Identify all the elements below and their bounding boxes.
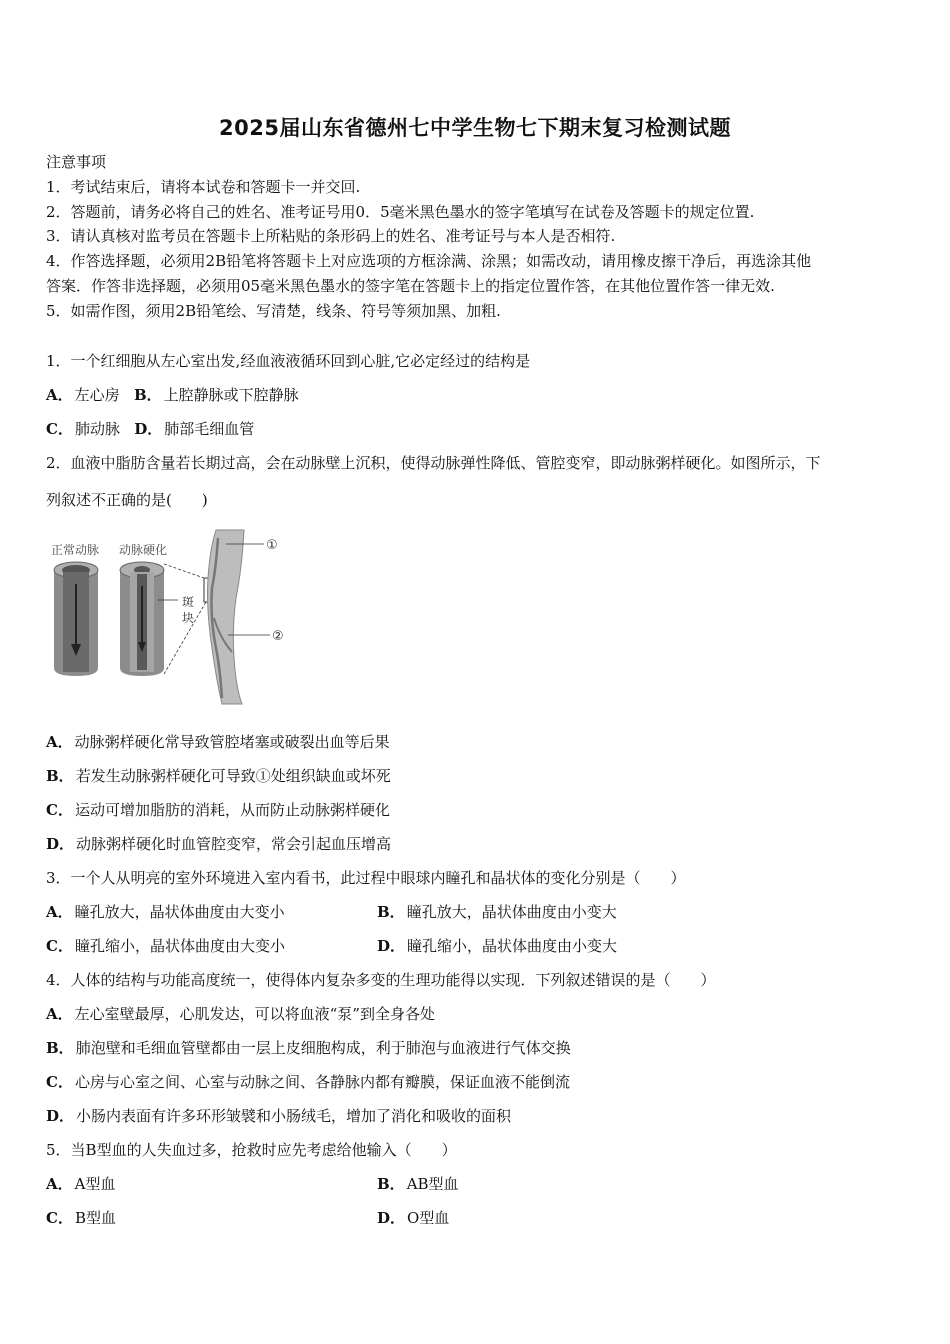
q4-option-d-row	[46, 1105, 511, 1126]
q2-option-c: 运动可增加脂肪的消耗，从而防止动脉粥样硬化	[74, 801, 390, 819]
q2-stem-line2: 列叙述不正确的是( )	[46, 491, 208, 509]
notes-item: 2．答题前，请务必将自己的姓名、准考证号用0．5毫米黑色墨水的签字笔填写在试卷及答题卡的规定位置.	[46, 202, 755, 221]
q3-option-d-row	[377, 935, 617, 956]
q3-option-c-row	[46, 935, 285, 956]
q2-option-b-row	[46, 765, 391, 786]
q1-option-d: 肺部毛细血管	[164, 420, 255, 438]
q5-option-a: A型血	[74, 1175, 116, 1193]
q3-option-c: 瞳孔缩小，晶状体曲度由大变小	[74, 937, 285, 955]
q4-option-b-row	[46, 1037, 571, 1058]
figure-marker-1: ①	[266, 538, 278, 553]
q2-option-b-label: B．	[46, 767, 74, 785]
figure-label-plaque-2: 块	[182, 611, 195, 625]
q2-option-d-label: D．	[46, 835, 75, 853]
q4-option-a: 左心室壁最厚，心肌发达，可以将血液“泵”到全身各处	[74, 1005, 435, 1023]
q5-option-b: AB型血	[406, 1175, 459, 1193]
q5-stem: 5．当B型血的人失血过多，抢救时应先考虑给他输入（ ）	[46, 1141, 457, 1159]
q3-option-c-label: C．	[46, 937, 73, 955]
page-title: 2025届山东省德州七中学生物七下期末复习检测试题	[219, 116, 731, 140]
q4-option-b-label: B．	[46, 1039, 74, 1057]
q2-option-c-row	[46, 799, 390, 820]
artery-figure	[46, 528, 296, 710]
q3-option-a: 瞳孔放大，晶状体曲度由大变小	[74, 903, 285, 921]
q3-option-a-row	[46, 901, 285, 922]
notes-item: 5．如需作图，须用2B铅笔绘、写清楚，线条、符号等须加黑、加粗.	[46, 301, 501, 320]
q3-option-b-label: B．	[377, 903, 405, 921]
q2-option-a-label: A．	[46, 733, 73, 751]
notes-item: 3．请认真核对监考员在答题卡上所粘贴的条形码上的姓名、准考证号与本人是否相符.	[46, 227, 616, 246]
q5-option-b-row	[377, 1173, 459, 1194]
q4-option-a-row	[46, 1003, 435, 1024]
notes-heading: 注意事项	[46, 153, 107, 171]
q1-option-c: 肺动脉	[74, 420, 120, 438]
q2-option-c-label: C．	[46, 801, 73, 819]
q1-option-a: 左心房	[74, 386, 120, 404]
notes-section	[46, 150, 916, 324]
q2-option-a: 动脉粥样硬化常导致管腔堵塞或破裂出血等后果	[74, 733, 390, 751]
figure-label-normal: 正常动脉	[51, 543, 100, 557]
q2-option-d-row	[46, 833, 391, 854]
figure-label-plaque-1: 斑	[182, 595, 195, 609]
q5-option-a-row	[46, 1173, 115, 1194]
q5-option-a-label: A．	[46, 1175, 73, 1193]
figure-label-hardened: 动脉硬化	[119, 543, 168, 557]
q5-option-c-label: C．	[46, 1209, 73, 1227]
q5-option-c-row	[46, 1207, 116, 1228]
q5-option-c: B型血	[74, 1209, 116, 1227]
q1-option-d-label: D．	[134, 420, 163, 438]
q2-stem-line1: 2．血液中脂肪含量若长期过高，会在动脉壁上沉积，使得动脉弹性降低、管腔变窄，即动脉粥样硬化。如图所示，下	[46, 454, 821, 472]
q3-option-b: 瞳孔放大，晶状体曲度由小变大	[406, 903, 617, 921]
q1-option-c-label: C．	[46, 420, 73, 438]
notes-item: 1．考试结束后，请将本试卷和答题卡一并交回.	[46, 177, 361, 196]
normal-artery	[54, 562, 98, 676]
q5-option-d-row	[377, 1207, 449, 1228]
q3-option-d-label: D．	[377, 937, 406, 955]
q2-option-d: 动脉粥样硬化时血管腔变窄，常会引起血压增高	[76, 835, 392, 853]
q1-options-ab	[46, 384, 299, 405]
q3-option-a-label: A．	[46, 903, 73, 921]
q2-option-a-row	[46, 731, 390, 752]
q3-stem: 3．一个人从明亮的室外环境进入室内看书，此过程中眼球内瞳孔和晶状体的变化分别是（ ）	[46, 869, 686, 887]
q4-option-d: 小肠内表面有许多环形皱襞和小肠绒毛，增加了消化和吸收的面积	[76, 1107, 512, 1125]
q5-option-d: O型血	[407, 1209, 450, 1227]
q4-stem: 4．人体的结构与功能高度统一，使得体内复杂多变的生理功能得以实现．下列叙述错误的是（ ）	[46, 971, 716, 989]
q4-option-b: 肺泡壁和毛细血管壁都由一层上皮细胞构成，利于肺泡与血液进行气体交换	[75, 1039, 571, 1057]
q5-option-b-label: B．	[377, 1175, 405, 1193]
q1-option-b: 上腔静脉或下腔静脉	[163, 386, 299, 404]
q4-option-c-label: C．	[46, 1073, 73, 1091]
notes-item: 答案．作答非选择题，必须用05毫米黑色墨水的签字笔在答题卡上的指定位置作答，在其他位置作答一律无效.	[46, 276, 775, 295]
q3-option-b-row	[377, 901, 617, 922]
q1-stem: 1．一个红细胞从左心室出发,经血液液循环回到心脏,它必定经过的结构是	[46, 352, 531, 370]
q1-options-cd	[46, 418, 254, 439]
figure-marker-2: ②	[272, 629, 284, 644]
q1-option-b-label: B．	[133, 386, 162, 404]
q4-option-c: 心房与心室之间、心室与动脉之间、各静脉内都有瓣膜，保证血液不能倒流	[74, 1073, 570, 1091]
q2-option-b: 若发生动脉粥样硬化可导致①处组织缺血或坏死	[75, 767, 391, 785]
q1-option-a-label: A．	[46, 386, 73, 404]
q4-option-d-label: D．	[46, 1107, 75, 1125]
q3-option-d: 瞳孔缩小，晶状体曲度由小变大	[407, 937, 618, 955]
q5-option-d-label: D．	[377, 1209, 406, 1227]
q4-option-a-label: A．	[46, 1005, 73, 1023]
notes-item: 4．作答选择题，必须用2B铅笔将答题卡上对应选项的方框涂满、涂黑；如需改动，请用橡皮擦干净后，再选涂其他	[46, 252, 812, 271]
q4-option-c-row	[46, 1071, 570, 1092]
hardened-artery	[120, 562, 164, 676]
